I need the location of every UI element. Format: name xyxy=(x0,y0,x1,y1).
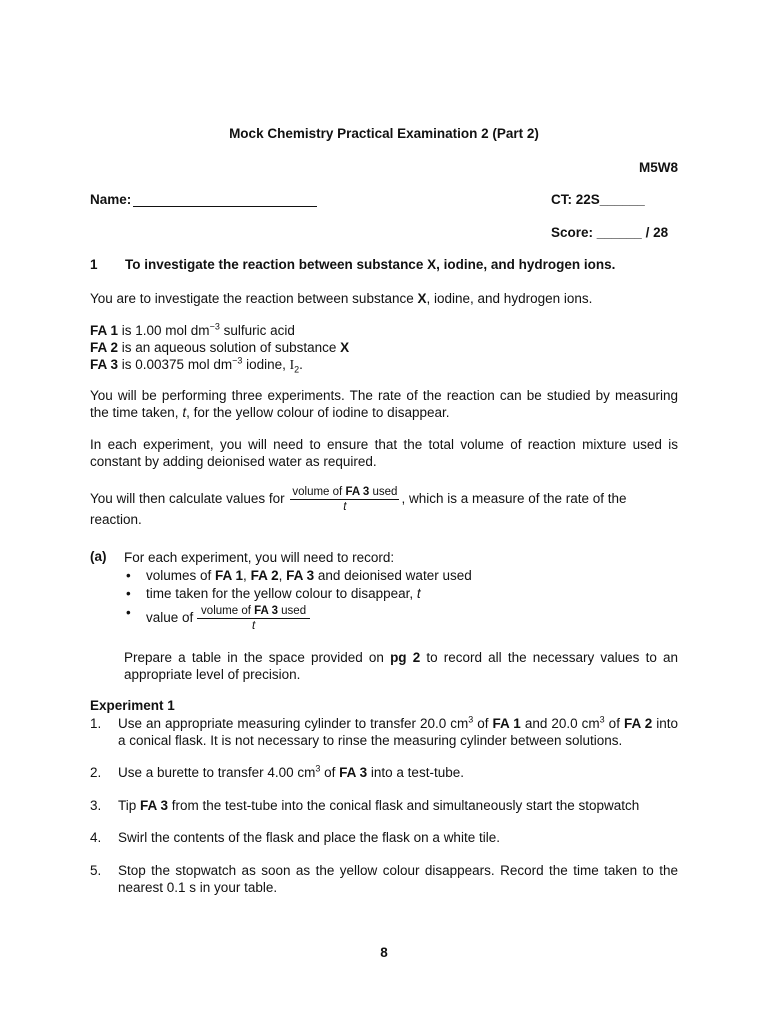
experiments-text-end: , for the yellow colour of iodine to disappear. xyxy=(186,405,450,420)
s2-t2: of xyxy=(320,765,340,780)
step-number: 2. xyxy=(90,765,102,780)
fa1-label: FA 1 xyxy=(90,323,119,338)
volume-paragraph: In each experiment, you will need to ensure that the total volume of reaction mixture used is constant by adding deionised water as required. xyxy=(90,437,678,469)
intro-text-end: , iodine, and hydrogen ions. xyxy=(426,291,593,306)
frac-num-post: used xyxy=(277,605,307,617)
b1-fa2: FA 2 xyxy=(250,568,279,583)
experiments-t: t xyxy=(182,405,187,420)
s2-b1: FA 3 xyxy=(339,765,368,780)
ct-field: CT: 22S______ xyxy=(551,192,645,207)
fa3-exponent: −3 xyxy=(232,355,243,366)
part-a-lead: For each experiment, you will need to record: xyxy=(124,550,395,565)
fa1-exponent: −3 xyxy=(209,321,220,332)
s3-t1: Tip xyxy=(118,798,141,813)
frac-num-pre: volume of xyxy=(201,605,255,617)
prepare-page-ref: pg 2 xyxy=(390,650,421,665)
record-list xyxy=(124,567,472,633)
step-5 xyxy=(90,862,678,896)
name-blank-line[interactable] xyxy=(133,192,317,207)
list-item xyxy=(124,585,472,603)
b1-text-end: and deionised water used xyxy=(314,568,472,583)
experiments-paragraph xyxy=(90,387,678,421)
iodine-subscript: 2 xyxy=(294,364,300,375)
fa3-label: FA 3 xyxy=(90,357,119,372)
s3-t2: from the test-tube into the conical flask and simultaneously start the stopwatch xyxy=(168,798,640,813)
step-number: 4. xyxy=(90,830,102,845)
frac-num-bold: FA 3 xyxy=(345,486,370,498)
rate-fraction-denominator: t xyxy=(343,501,347,513)
reagent-fa2 xyxy=(90,339,678,356)
step-1 xyxy=(90,715,678,749)
calc-text-end: , which is a measure of the rate of the xyxy=(401,491,627,507)
b3-text: value of xyxy=(146,610,198,626)
rate-fraction xyxy=(290,485,399,514)
calc-text: You will then calculate values for xyxy=(90,491,289,507)
step-number: 3. xyxy=(90,798,102,813)
s1-b2: FA 2 xyxy=(623,716,653,731)
s3-b1: FA 3 xyxy=(140,798,169,813)
s2-sup1: 3 xyxy=(315,763,321,774)
iodine-formula: I xyxy=(289,357,295,372)
b1-sep1: , xyxy=(243,568,251,583)
fa2-label: FA 2 xyxy=(90,340,119,355)
prepare-table-instruction xyxy=(124,649,678,683)
b1-sep2: , xyxy=(278,568,287,583)
s1-b1: FA 1 xyxy=(492,716,521,731)
s1-t2: of xyxy=(473,716,493,731)
fa1-text: is 1.00 mol dm xyxy=(118,323,210,338)
b2-t: t xyxy=(416,585,421,601)
prepare-text-end: to record all the necessary values to an appropriate level of precision. xyxy=(124,650,678,682)
prepare-text: Prepare a table in the space provided on xyxy=(124,650,391,665)
rate-fraction-denominator: t xyxy=(251,620,256,632)
part-a-label: (a) xyxy=(90,549,107,564)
intro-text: You are to investigate the reaction between substance xyxy=(90,291,418,306)
frac-num-post: used xyxy=(369,486,398,498)
step-3 xyxy=(90,797,678,814)
intro-substance-x: X xyxy=(417,291,427,306)
fa2-text: is an aqueous solution of substance xyxy=(118,340,341,355)
experiment-title: Experiment 1 xyxy=(90,698,175,713)
b1-fa3: FA 3 xyxy=(286,568,315,583)
step-2 xyxy=(90,764,678,781)
step-text: Swirl the contents of the flask and place the flask on a white tile. xyxy=(118,830,500,845)
step-text xyxy=(118,715,678,749)
name-field[interactable] xyxy=(90,192,317,207)
s1-t4: of xyxy=(604,716,624,731)
s1-t1: Use an appropriate measuring cylinder to transfer 20.0 cm xyxy=(118,716,469,731)
score-field: Score: ______ / 28 xyxy=(551,225,669,240)
paper-code: M5W8 xyxy=(638,160,678,175)
step-number: 5. xyxy=(90,863,102,878)
s1-t3: and 20.0 cm xyxy=(520,716,600,731)
intro-paragraph xyxy=(90,290,678,307)
s1-sup2: 3 xyxy=(599,714,605,725)
page-title: Mock Chemistry Practical Examination 2 (Part 2) xyxy=(229,126,539,141)
frac-num-bold: FA 3 xyxy=(254,605,278,617)
rate-fraction-numerator xyxy=(197,604,310,619)
s1-sup1: 3 xyxy=(468,714,474,725)
page-number: 8 xyxy=(380,945,388,960)
step-4 xyxy=(90,829,678,846)
fa3-end: . xyxy=(299,357,303,372)
reagent-fa1 xyxy=(90,322,678,339)
fa3-tail: iodine, xyxy=(242,357,290,372)
calculation-paragraph xyxy=(90,485,678,528)
b2-text: time taken for the yellow colour to disappear, xyxy=(146,585,417,601)
step-number: 1. xyxy=(90,716,102,731)
step-text xyxy=(118,764,678,781)
frac-num-pre: volume of xyxy=(292,486,346,498)
list-item xyxy=(124,604,472,633)
rate-fraction-numerator xyxy=(290,485,399,500)
s2-t3: into a test-tube. xyxy=(367,765,464,780)
list-item xyxy=(124,567,472,585)
reagent-list xyxy=(90,322,678,373)
step-text: Stop the stopwatch as soon as the yellow colour disappears. Record the time taken to the nearest 0.1 s in your table. xyxy=(118,863,678,895)
reagent-fa3 xyxy=(90,356,678,373)
s1-t5: into a conical flask. It is not necessary to rinse the measuring cylinder between solutions. xyxy=(118,716,679,748)
step-text xyxy=(118,797,678,814)
name-label: Name: xyxy=(90,192,132,207)
s2-t1: Use a burette to transfer 4.00 cm xyxy=(118,765,316,780)
question-title: To investigate the reaction between substance X, iodine, and hydrogen ions. xyxy=(125,257,616,272)
b1-fa1: FA 1 xyxy=(215,568,244,583)
question-number: 1 xyxy=(90,257,98,272)
fa2-substance-x: X xyxy=(340,340,350,355)
b1-text: volumes of xyxy=(146,568,216,583)
fa3-text: is 0.00375 mol dm xyxy=(118,357,233,372)
experiments-text: You will be performing three experiments. The rate of the reaction can be studied by measuring the time taken, xyxy=(90,388,678,420)
rate-fraction-bullet xyxy=(197,604,310,633)
calc-text-line2: reaction. xyxy=(90,512,142,527)
fa1-tail: sulfuric acid xyxy=(219,323,295,338)
